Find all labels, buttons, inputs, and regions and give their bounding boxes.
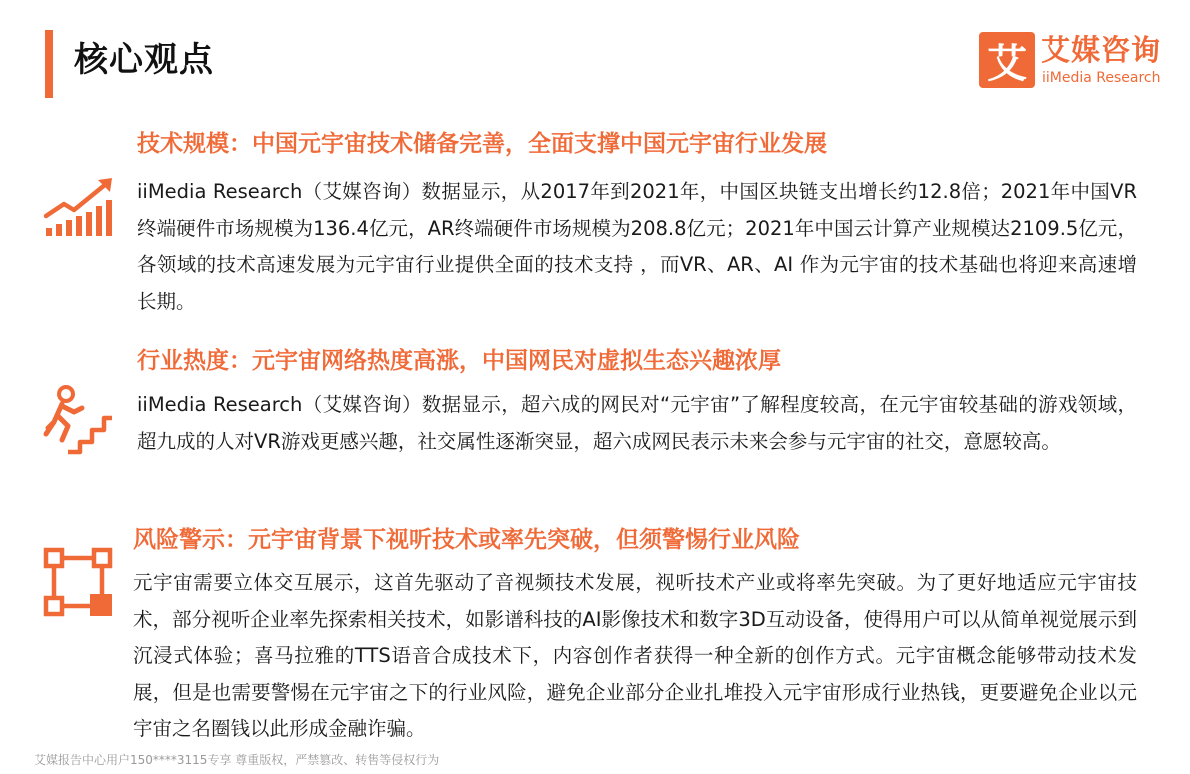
- section-body: 元宇宙需要立体交互展示，这首先驱动了音视频技术发展，视听技术产业或将率先突破。为了更好地适应元宇宙技术，部分视听企业率先探索相关技术，如影谱科技的AI影像技术和数字3D互动设备，使得用户可以从简单视觉展示到沉浸式体验；喜马拉雅的TTS语音合成技术下，内容创作者获得一种全新的创作方式。元宇宙概念能够带动技术发展，但是也需要警惕在元宇宙之下的行业风险，避免企业部分企业扎堆投入元宇宙形成行业热钱，更要避免企业以元宇宙之名圈钱以此形成金融诈骗。: [133, 571, 1137, 740]
- title-accent-bar: [45, 30, 53, 98]
- iimedia-logo: [979, 32, 1169, 92]
- growth-chart-icon: [40, 170, 116, 246]
- logo-mark: 艾: [979, 32, 1035, 88]
- logo-name-en: iiMedia Research: [1042, 70, 1161, 86]
- section-heading: 技术规模：中国元宇宙技术储备完善，全面支撑中国元宇宙行业发展: [137, 131, 827, 157]
- section-body: iiMedia Research（艾媒咨询）数据显示，从2017年到2021年，中国区块链支出增长约12.8倍；2021年中国VR终端硬件市场规模为136.4亿元，AR终端硬件市场规模为208.8亿元；2021年中国云计算产业规模达2109.5亿元，各领域的技术高速发展为元宇宙行业提供全面的技术支持 ，而VR、AR、AI 作为元宇宙的技术基础也将迎来高速增长期。: [137, 180, 1137, 313]
- copyright-footer: 艾媒报告中心用户150****3115专享 尊重版权，严禁篡改、转售等侵权行为: [34, 753, 440, 767]
- network-nodes-icon: [40, 544, 116, 620]
- logo-name-cn: 艾媒咨询: [1041, 33, 1162, 67]
- page-title: 核心观点: [74, 40, 214, 80]
- section-heading: 风险警示：元宇宙背景下视听技术或率先突破，但须警惕行业风险: [133, 527, 800, 553]
- running-stairs-icon: [40, 384, 116, 460]
- section-heading: 行业热度：元宇宙网络热度高涨，中国网民对虚拟生态兴趣浓厚: [137, 348, 781, 374]
- section-body: iiMedia Research（艾媒咨询）数据显示，超六成的网民对“元宇宙”了解程度较高，在元宇宙较基础的游戏领域，超九成的人对VR游戏更感兴趣，社交属性逐渐突显，超六成网民表示未来会参与元宇宙的社交，意愿较高。: [137, 393, 1137, 453]
